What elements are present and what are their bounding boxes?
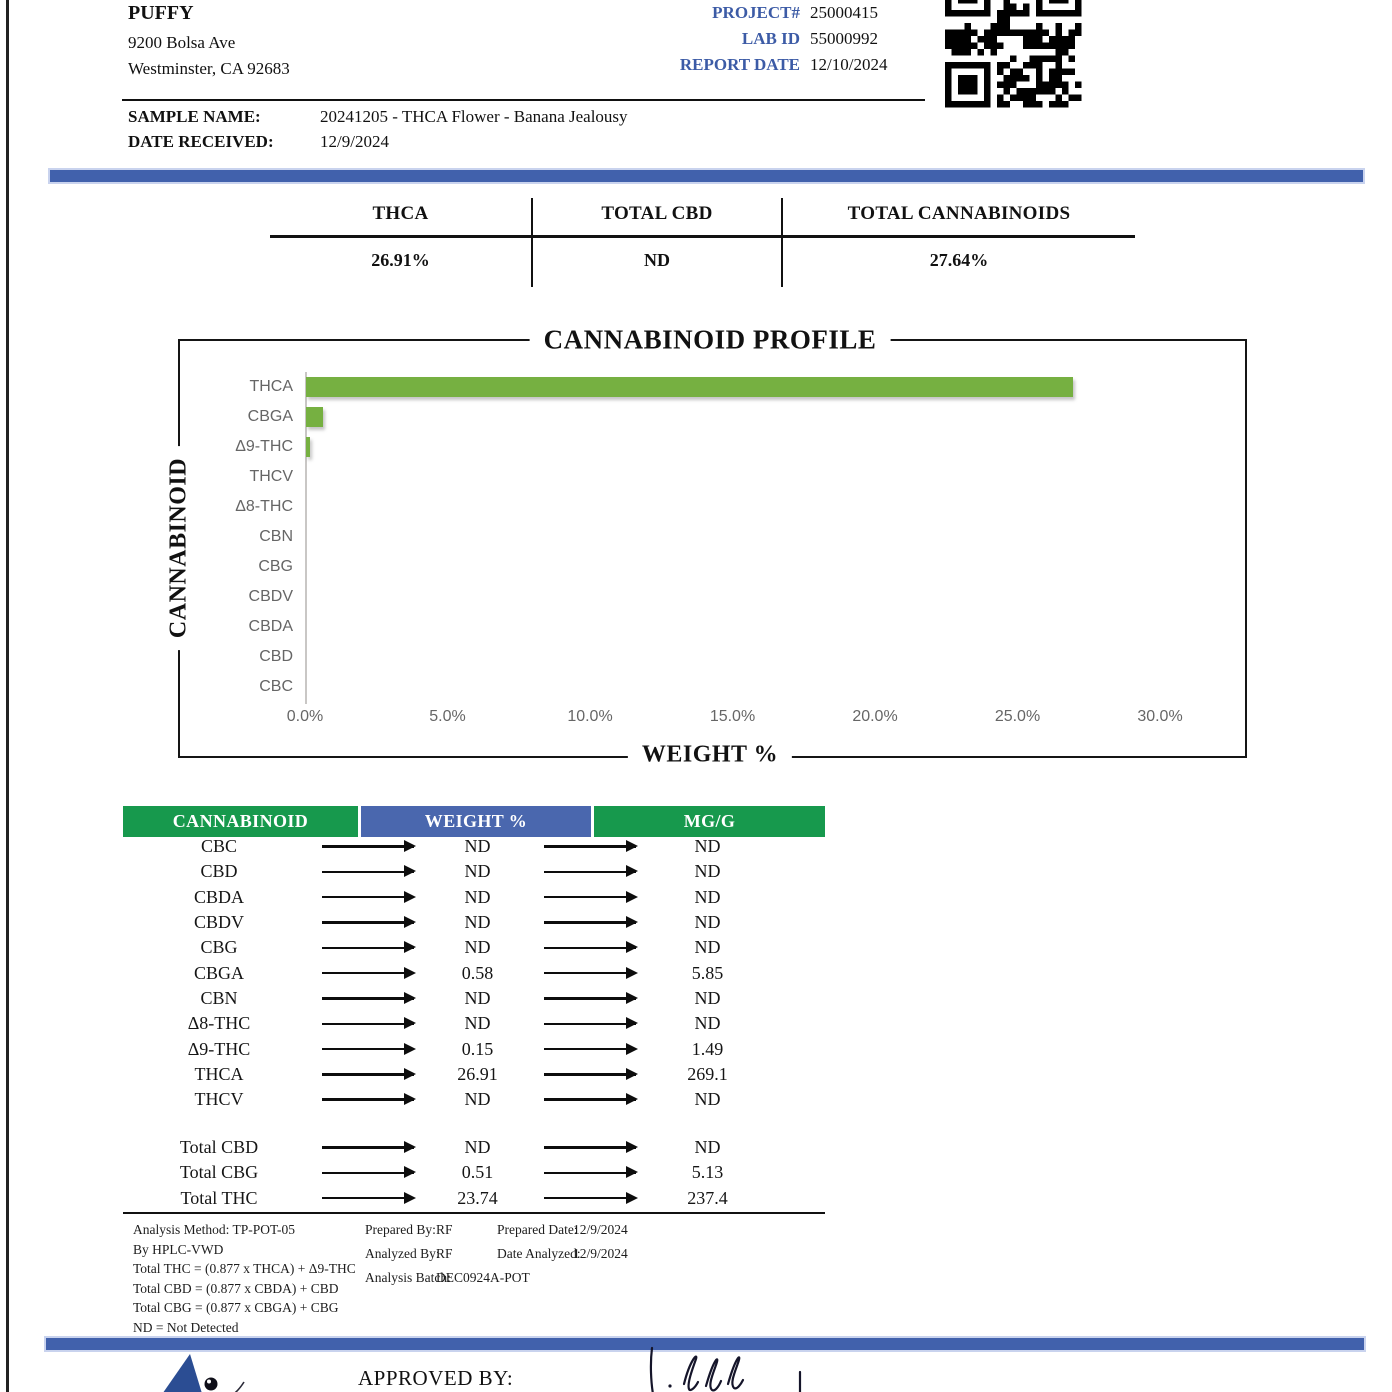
table-cell-weight: 23.74 (457, 1187, 498, 1208)
table-header-mgg: MG/G (594, 806, 825, 837)
table-cell-name: CBDV (193, 912, 244, 933)
footnote-line: ND = Not Detected (133, 1319, 239, 1335)
table-arrow-icon (535, 910, 645, 935)
table-arrow-icon (535, 935, 645, 960)
table-cell-mgg: 5.13 (691, 1162, 724, 1183)
summary-separator-2 (781, 198, 783, 287)
footnote-line: By HPLC-VWD (133, 1241, 224, 1257)
right-arrow-icon (544, 845, 636, 847)
table-arrow-icon (535, 1135, 645, 1160)
table-cell-mgg: ND (694, 886, 721, 907)
summary-value-total-cannabinoids: 27.64% (929, 250, 989, 270)
chart-category-label: CBC (259, 678, 293, 695)
table-cell-mgg: 5.85 (691, 962, 724, 983)
table-arrow-icon (535, 1062, 645, 1087)
table-arrow-icon (315, 1011, 420, 1036)
right-arrow-icon (544, 947, 636, 949)
lab-id-value: 55000992 (810, 29, 878, 48)
table-arrow-icon (315, 885, 420, 910)
table-cell-mgg: ND (694, 987, 721, 1008)
right-arrow-icon (544, 871, 636, 873)
summary-header-total-cbd: TOTAL CBD (601, 203, 713, 224)
table-cell-name: CBGA (193, 962, 244, 983)
approver-signature-icon (640, 1344, 820, 1392)
page-border-left (6, 0, 9, 1392)
right-arrow-icon (322, 947, 414, 949)
chart-x-tick: 20.0% (852, 708, 898, 725)
table-cell-mgg: ND (694, 1137, 721, 1158)
table-arrow-icon (535, 960, 645, 985)
table-arrow-icon (315, 1186, 420, 1211)
table-cell-name: Total THC (180, 1187, 258, 1208)
chart-category-label: CBDA (248, 618, 293, 635)
table-cell-mgg: ND (694, 1089, 721, 1110)
table-cell-name: CBD (200, 861, 238, 882)
right-arrow-icon (322, 921, 414, 923)
right-arrow-icon (322, 1172, 414, 1174)
table-arrow-icon (315, 1087, 420, 1112)
project-label: PROJECT# (712, 3, 800, 22)
prepared-by-value: RF (436, 1222, 453, 1237)
table-cell-weight: ND (464, 1013, 491, 1034)
right-arrow-icon (322, 896, 414, 898)
right-arrow-icon (544, 1073, 636, 1075)
footnotes-left (133, 1220, 356, 1337)
chart-x-tick: 5.0% (429, 708, 466, 725)
prepared-date-value: 12/9/2024 (573, 1222, 628, 1237)
table-arrow-icon (315, 1135, 420, 1160)
table-header-weight: WEIGHT % (361, 806, 591, 837)
cannabinoid-table-rows (123, 834, 770, 1112)
summary-header-total-cannabinoids: TOTAL CANNABINOIDS (847, 203, 1071, 224)
report-date-value: 12/10/2024 (810, 55, 888, 74)
summary-divider-line (270, 235, 1135, 238)
chart-x-tick: 25.0% (994, 708, 1041, 725)
right-arrow-icon (544, 896, 636, 898)
table-arrow-icon (315, 910, 420, 935)
right-arrow-icon (544, 972, 636, 974)
summary-header-thca: THCA (372, 203, 429, 224)
chart-x-tick: 30.0% (1137, 708, 1183, 725)
qr-code-icon (945, 0, 1082, 108)
footnote-line: Total CBD = (0.877 x CBDA) + CBD (133, 1280, 339, 1296)
right-arrow-icon (322, 997, 414, 999)
prepared-date-label: Prepared Date: (497, 1222, 578, 1237)
table-cell-name: CBC (200, 836, 238, 857)
chart-x-tick: 0.0% (286, 708, 324, 725)
table-cell-mgg: ND (694, 937, 721, 958)
table-header-cannabinoid: CANNABINOID (123, 806, 358, 837)
table-cell-name: Total CBG (179, 1162, 259, 1183)
table-arrow-icon (315, 960, 420, 985)
table-cell-weight: ND (464, 912, 491, 933)
chart-x-tick: 10.0% (567, 708, 613, 725)
chart-title: CANNABINOID PROFILE (530, 325, 891, 356)
table-arrow-icon (535, 859, 645, 884)
table-arrow-icon (535, 1160, 645, 1185)
chart-category-label: THCA (249, 378, 293, 395)
table-cell-weight: ND (464, 836, 491, 857)
footnote-line: Total THC = (0.877 x THCA) + Δ9-THC (133, 1261, 356, 1276)
sample-name-label: SAMPLE NAME: (128, 107, 261, 126)
chart-category-label: THCV (249, 468, 293, 485)
chart-x-tick: 15.0% (709, 708, 756, 725)
right-arrow-icon (544, 1023, 636, 1025)
top-divider-bar (48, 168, 1365, 184)
chart-category-label: Δ9-THC (235, 438, 293, 455)
right-arrow-icon (544, 1172, 636, 1174)
lab-logo-icon (156, 1352, 266, 1392)
chart-category-label: CBD (259, 648, 293, 665)
table-cell-name: CBDA (193, 886, 244, 907)
right-arrow-icon (544, 1098, 636, 1100)
right-arrow-icon (544, 997, 636, 999)
table-cell-weight: 0.51 (461, 1162, 494, 1183)
analyzed-by-label: Analyzed By: (365, 1246, 440, 1261)
right-arrow-icon (322, 1098, 414, 1100)
date-analyzed-value: 12/9/2024 (573, 1246, 628, 1261)
table-arrow-icon (535, 1036, 645, 1061)
right-arrow-icon (322, 1197, 414, 1199)
summary-value-thca: 26.91% (371, 250, 430, 270)
right-arrow-icon (544, 1146, 636, 1148)
right-arrow-icon (544, 1197, 636, 1199)
right-arrow-icon (322, 871, 414, 873)
table-arrow-icon (535, 834, 645, 859)
table-cell-name: Total CBD (179, 1137, 259, 1158)
table-cell-mgg: 237.4 (687, 1187, 728, 1208)
table-arrow-icon (535, 1087, 645, 1112)
table-cell-weight: ND (464, 937, 491, 958)
table-cell-weight: ND (464, 886, 491, 907)
lab-id-label: LAB ID (741, 29, 800, 48)
table-cell-name: THCA (194, 1063, 244, 1084)
table-cell-mgg: ND (694, 836, 721, 857)
date-received-value: 12/9/2024 (320, 132, 389, 151)
chart-category-label: CBG (258, 558, 293, 575)
table-arrow-icon (315, 986, 420, 1011)
analyzed-by-value: RF (436, 1246, 453, 1261)
table-cell-weight: 0.15 (461, 1038, 494, 1059)
table-bottom-line (123, 1212, 825, 1214)
prepared-by-label: Prepared By: (365, 1222, 436, 1237)
right-arrow-icon (322, 845, 414, 847)
approved-by-label: APPROVED BY: (358, 1366, 514, 1390)
chart-category-label: CBDV (248, 588, 293, 605)
chart-yaxis-title: CANNABINOID (166, 446, 193, 650)
cannabinoid-table-total-rows (123, 1135, 770, 1211)
table-arrow-icon (535, 1011, 645, 1036)
table-cell-mgg: 1.49 (691, 1038, 724, 1059)
table-cell-name: Δ9-THC (187, 1038, 251, 1059)
right-arrow-icon (322, 1023, 414, 1025)
chart-category-label: Δ8-THC (235, 498, 293, 515)
table-arrow-icon (315, 1160, 420, 1185)
cannabinoid-chart-frame (178, 339, 1247, 758)
table-cell-name: Δ8-THC (187, 1013, 251, 1034)
sample-name-value: 20241205 - THCA Flower - Banana Jealousy (320, 107, 628, 126)
right-arrow-icon (322, 1048, 414, 1050)
summary-separator-1 (531, 198, 533, 287)
table-cell-mgg: ND (694, 1013, 721, 1034)
analysis-batch-label: Analysis Batch: (365, 1270, 451, 1285)
company-address-line2: Westminster, CA 92683 (128, 59, 290, 78)
table-cell-weight: ND (464, 861, 491, 882)
table-cell-weight: ND (464, 1137, 491, 1158)
project-value: 25000415 (810, 3, 878, 22)
date-analyzed-label: Date Analyzed: (497, 1246, 581, 1261)
right-arrow-icon (322, 972, 414, 974)
table-cell-weight: 26.91 (457, 1063, 498, 1084)
date-received-label: DATE RECEIVED: (128, 132, 274, 151)
chart-xaxis-title: WEIGHT % (628, 742, 792, 769)
header-divider-line (122, 99, 925, 101)
company-address-line1: 9200 Bolsa Ave (128, 33, 236, 52)
table-arrow-icon (535, 885, 645, 910)
table-cell-mgg: ND (694, 861, 721, 882)
table-cell-weight: ND (464, 987, 491, 1008)
table-cell-name: CBN (200, 987, 238, 1008)
table-arrow-icon (315, 1062, 420, 1087)
table-cell-name: THCV (194, 1089, 244, 1110)
table-cell-weight: ND (464, 1089, 491, 1110)
table-arrow-icon (315, 1036, 420, 1061)
chart-category-label: CBN (259, 528, 293, 545)
table-cell-mgg: 269.1 (687, 1063, 728, 1084)
table-arrow-icon (315, 859, 420, 884)
chart-category-label: CBGA (247, 408, 293, 425)
table-cell-weight: 0.58 (461, 962, 494, 983)
right-arrow-icon (322, 1146, 414, 1148)
table-arrow-icon (315, 935, 420, 960)
right-arrow-icon (544, 921, 636, 923)
footnote-line: Total CBG = (0.877 x CBGA) + CBG (133, 1300, 339, 1315)
table-arrow-icon (535, 986, 645, 1011)
right-arrow-icon (544, 1048, 636, 1050)
table-arrow-icon (535, 1186, 645, 1211)
summary-value-total-cbd: ND (644, 250, 670, 270)
company-name: PUFFY (128, 2, 194, 24)
table-cell-name: CBG (200, 937, 238, 958)
report-date-label: REPORT DATE (679, 55, 800, 74)
right-arrow-icon (322, 1073, 414, 1075)
analysis-batch-value: DEC0924A-POT (436, 1270, 530, 1285)
footnote-line: Analysis Method: TP-POT-05 (133, 1222, 296, 1237)
table-arrow-icon (315, 834, 420, 859)
table-cell-mgg: ND (694, 912, 721, 933)
